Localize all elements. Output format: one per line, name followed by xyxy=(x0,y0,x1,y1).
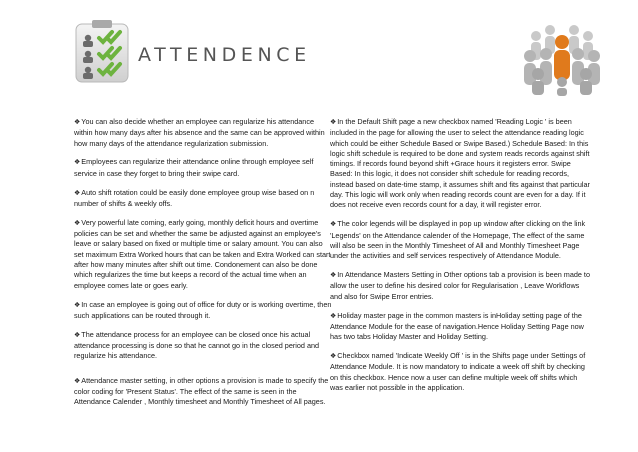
paragraph: ❖In the Default Shift page a new checkbox named 'Reading Logic ' is been included in the page for allowing the user to select the attendance reading logic which could be either Schedule Based or Swipe Based.) Schedule Based: In this logic shift schedule is required to be done and system reads records against shift timings. If records found beyond shift +Grace hours it registers error. Swipe Based: In this logic, it does not consider shift schedule for reading records, instead based on date-time stamp, it assumes shift and fits against that particular day. This logic will work only when reading records count are even for a day. If it does not receive even records count for a day, it will register error. xyxy=(330,117,590,210)
diamond-bullet-icon: ❖ xyxy=(330,353,337,361)
paragraph: ❖The color legends will be displayed in pop up window after clicking on the link 'Legends' on the Attendance calender of the Homepage, The effect of the same will also be seen in the Monthly Timesheet of All and Monthly Timesheet Page under the activities and self services respectively of Attendance Module. xyxy=(330,219,586,261)
diamond-bullet-icon: ❖ xyxy=(74,219,81,227)
paragraph: ❖You can also decide whether an employee can regularize his attendance within how many days after his absence and the same can be approved within how many days of the attendance regularization submission. xyxy=(74,117,325,148)
paragraph: ❖Checkbox named 'Indicate Weekly Off ' is in the Shifts page under Settings of Attendance Module. It is now mandatory to indicate a week off shift by checking on this checkbox. Hence now a user can define multiple week off shifts which was earlier not possible in the application. xyxy=(330,351,586,392)
right-column xyxy=(330,117,592,402)
diamond-bullet-icon: ❖ xyxy=(330,221,337,229)
diamond-bullet-icon: ❖ xyxy=(74,189,81,197)
paragraph: ❖Auto shift rotation could be easily done employee group wise based on n number of shifts & weekly offs. xyxy=(74,187,315,208)
checklist-icon xyxy=(74,20,132,84)
paragraph: ❖Employees can regularize their attendance online through employee self service in case they forget to bring their swipe card. xyxy=(74,157,314,178)
paragraph: ❖Attendance master setting, in other options a provision is made to specify the color coding for 'Present Status'. The effect of the same is seen in the Attendance Calender , Monthly timesheet and Monthly Timesheet of All pages. xyxy=(74,375,329,407)
paragraph: ❖The attendance process for an employee can be closed once his actual attendance processing is done so that he cannot go in the closed period and regularize his attendance. xyxy=(74,329,320,361)
left-column xyxy=(74,117,332,416)
paragraph: ❖In Attendance Masters Setting in Other options tab a provision is been made to allow the user to define his desired color for Regularisation , Leave Workflows and also for Swipe Error entries. xyxy=(330,270,590,301)
paragraph: ❖In case an employee is going out of office for duty or is working overtime, then such applications can be routed through it. xyxy=(74,299,332,320)
diamond-bullet-icon: ❖ xyxy=(330,312,337,320)
diamond-bullet-icon: ❖ xyxy=(74,331,81,339)
diamond-bullet-icon: ❖ xyxy=(74,301,81,309)
diamond-bullet-icon: ❖ xyxy=(74,377,81,385)
paragraph: ❖Very powerful late coming, early going, monthly deficit hours and overtime policies can be set and whether the same be adjusted against an employee's leave or salary based on fixed or multiple time or salary amount. You can also set maximum Extra Worked hours that can be taken and Extra Worked can start after how many minutes after shift out time. Condonement can also be done which regularizes the time but keeps a record of the actual time when an employee comes late or goes early. xyxy=(74,217,331,290)
diamond-bullet-icon: ❖ xyxy=(330,119,337,126)
diamond-bullet-icon: ❖ xyxy=(74,119,81,126)
page-title: ATTENDENCE xyxy=(138,44,311,66)
diamond-bullet-icon: ❖ xyxy=(74,159,81,167)
diamond-bullet-icon: ❖ xyxy=(330,272,337,280)
paragraph: ❖Holiday master page in the common masters is inHoliday setting page of the Attendance Module for the ease of navigation.Hence Holiday Setting Page now has two tabs Holiday Master and Holiday Setting. xyxy=(330,310,584,342)
crowd-people-icon xyxy=(522,16,602,96)
